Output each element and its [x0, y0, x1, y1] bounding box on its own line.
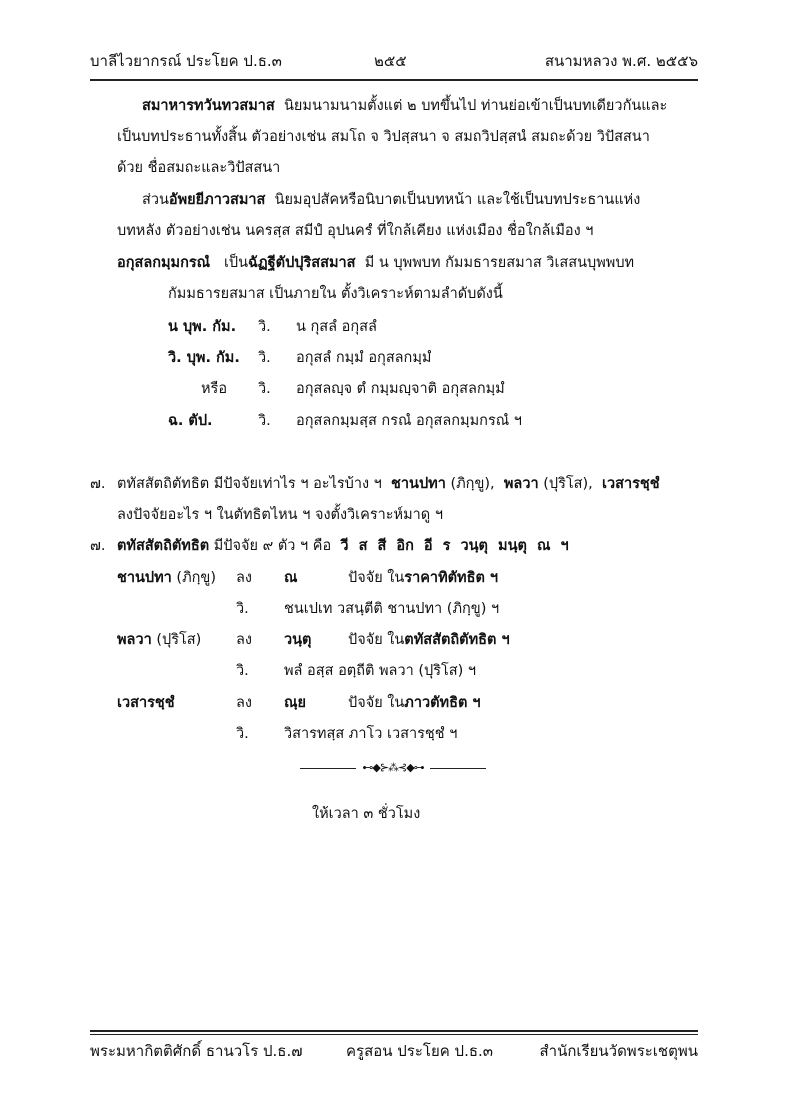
page-number: ๒๕๕ — [374, 52, 407, 70]
analysis-label: หรือ — [201, 381, 228, 397]
ornament-divider — [300, 762, 486, 776]
analysis-label: ฉ. ตัป. — [168, 413, 213, 429]
answer-term: ตทัสสัตถิตัทธิต — [117, 538, 210, 554]
answer-taddhita — [348, 692, 481, 714]
p1-line2: เป็นบทประธานทั้งสิ้น ตัวอย่างเช่น สมโถ จ วิปสฺสนา จ สมถวิปสฺสนํ สมถะด้วย วิปัสสนา — [117, 129, 650, 145]
analysis-vi: วิ. — [258, 381, 271, 397]
analysis-text: อกุสลํ กมฺมํ อกุสลกมฺมํ — [296, 350, 432, 366]
answer-vi: วิ. — [236, 663, 249, 679]
answer-vi-text: ชนเปเท วสนฺตีติ ชานปทา (ภิกฺขู) ฯ — [284, 601, 500, 617]
header-left: บาลีไวยากรณ์ ประโยค ป.ธ.๓ — [90, 52, 282, 70]
answer-word: พลวา — [117, 632, 152, 648]
analysis-label: น บุพ. กัม. — [168, 319, 237, 335]
answer-pc: ปัจจัย ใน — [348, 632, 405, 648]
analysis-text: น กุสลํ อกุสลํ — [296, 319, 377, 335]
footer-right: สำนักเรียนวัดพระเชตุพน — [539, 1042, 698, 1060]
answer-tad: ภาวตัทธิต ฯ — [404, 695, 481, 711]
question-word1: ชานปทา — [391, 476, 446, 492]
p2-l1-rest: นิยมอุปสัคหรือนิบาตเป็นบทหน้า และใช้เป็นบทประธานแห่ง — [274, 192, 641, 208]
analysis-vi: วิ. — [258, 413, 271, 429]
answer-suffix: ณ — [284, 570, 298, 586]
answer-long: ลง — [236, 570, 252, 586]
p1-line1 — [142, 95, 667, 117]
question-word2: พลวา — [503, 476, 539, 492]
answer-taddhita — [348, 567, 498, 589]
answer-pc: ปัจจัย ใน — [348, 695, 405, 711]
question-number: ๗. — [90, 476, 106, 492]
footer-rule-thin — [90, 1034, 698, 1035]
answer-suffix-list: วี ส สี อิก อี ร วนฺตุ มนฺตุ ณ ฯ — [340, 538, 569, 554]
time-allowed: ให้เวลา ๓ ชั่วโมง — [312, 806, 421, 822]
p2-term: อัพยยีภาวสมาส — [168, 192, 266, 208]
ornament-line-right — [430, 768, 486, 769]
ornament-glyphs: ⊷◆⊱⁂⊰◆⊶ — [362, 761, 424, 774]
answer-taddhita — [348, 629, 510, 651]
footer-center: ครูสอน ประโยค ป.ธ.๓ — [346, 1042, 494, 1060]
p3-line1 — [117, 252, 634, 274]
question-word1-paren: (ภิกฺขู), — [450, 476, 495, 492]
answer-vi: วิ. — [236, 601, 249, 617]
analysis-vi: วิ. — [258, 350, 271, 366]
p1-l1-rest: นิยมนามนามตั้งแต่ ๒ บทขึ้นไป ท่านย่อเข้าเป็นบทเดียวกันและ — [283, 98, 668, 114]
answer-suffix: ณฺย — [284, 695, 306, 711]
answer-long: ลง — [236, 695, 252, 711]
header-right: สนามหลวง พ.ศ. ๒๕๕๖ — [544, 52, 698, 70]
answer-tad: ตทัสสัตถิตัทธิต ฯ — [404, 632, 510, 648]
answer-word-row — [117, 692, 175, 714]
header-rule — [90, 79, 698, 81]
answer-mid: มีปัจจัย ๙ ตัว ฯ คือ — [213, 538, 332, 554]
p3-rest: มี น บุพพบท กัมมธารยสมาส วิเสสนบุพพบท — [364, 255, 635, 271]
footer-left: พระมหากิตติศักดิ์ ธานวโร ป.ธ.๗ — [90, 1042, 303, 1060]
answer-number: ๗. — [90, 538, 106, 554]
answer-word-paren: (ภิกฺขู) — [176, 570, 216, 586]
p3-term: อกุสลกมฺมกรณํ — [117, 255, 211, 271]
question-line2: ลงปัจจัยอะไร ฯ ในตัทธิตไหน ฯ จงตั้งวิเคราะห์มาดู ฯ — [117, 507, 443, 523]
p2-line1 — [142, 189, 640, 211]
answer-vi-text: พลํ อสฺส อตฺถีติ พลวา (ปุริโส) ฯ — [284, 663, 477, 679]
p2-pre: ส่วน — [142, 192, 169, 208]
analysis-vi: วิ. — [258, 319, 271, 335]
answer-word: ชานปทา — [117, 570, 172, 586]
question-line1 — [117, 473, 660, 495]
question-text: ตทัสสัตถิตัทธิต มีปัจจัยเท่าไร ฯ อะไรบ้าง ฯ — [117, 476, 382, 492]
analysis-label: วิ. บุพ. กัม. — [168, 350, 240, 366]
p3-term2: ฉัฏฐีตัปปุริสสมาส — [248, 255, 356, 271]
analysis-text: อกุสลญฺจ ตํ กมฺมญฺจาติ อกุสลกมฺมํ — [296, 381, 505, 397]
answer-vi: วิ. — [236, 726, 249, 742]
answer-long: ลง — [236, 632, 252, 648]
answer-word-paren: (ปุริโส) — [156, 632, 202, 648]
p2-line2: บทหลัง ตัวอย่างเช่น นครสฺส สมีปํ อุปนครํ ที่ใกล้เคียง แห่งเมือง ชื่อใกล้เมือง ฯ — [117, 223, 594, 239]
p1-term: สมาหารทวันทวสมาส — [142, 98, 275, 114]
answer-tad: ราคาทิตัทธิต ฯ — [404, 570, 499, 586]
question-word2-paren: (ปุริโส), — [543, 476, 593, 492]
answer-word-row — [117, 567, 216, 589]
answer-word: เวสารชฺชํ — [117, 695, 175, 711]
answer-vi-text: วิสารทสฺส ภาโว เวสารชฺชํ ฯ — [284, 726, 458, 742]
p3-line2: กัมมธารยสมาส เป็นภายใน ตั้งวิเคราะห์ตามลำดับดังนี้ — [168, 286, 503, 302]
answer-word-row — [117, 629, 201, 651]
p3-mid: เป็น — [223, 255, 249, 271]
answer-pc: ปัจจัย ใน — [348, 570, 405, 586]
footer-rule — [90, 1030, 698, 1032]
answer-suffix: วนฺตุ — [284, 632, 312, 648]
p1-line3: ด้วย ชื่อสมถะและวิปัสสนา — [117, 160, 281, 176]
analysis-text: อกุสลกมฺมสฺส กรณํ อกุสลกมฺมกรณํ ฯ — [296, 413, 522, 429]
question-word3: เวสารชฺชํ — [602, 476, 660, 492]
ornament-line-left — [300, 768, 356, 769]
answer-line1 — [117, 535, 569, 557]
